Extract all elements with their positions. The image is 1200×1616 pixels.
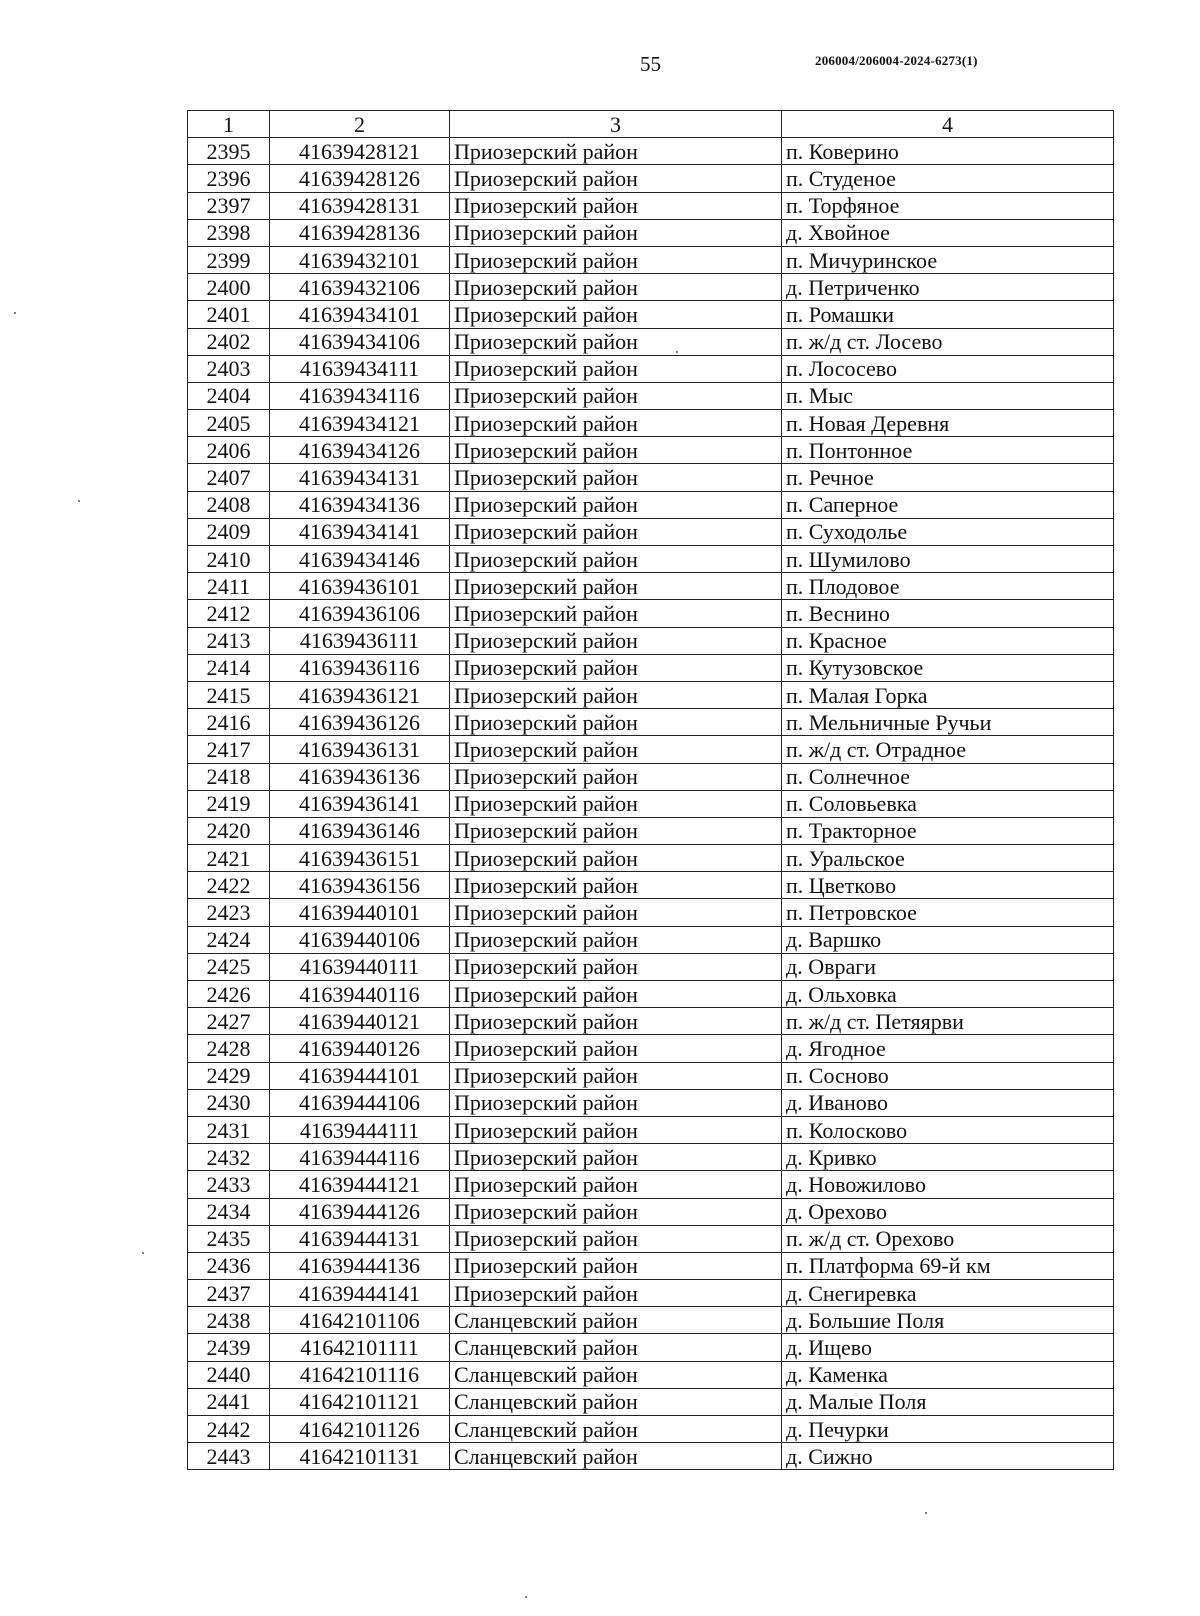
district-cell: Приозерский район [450,926,782,953]
row-number-cell: 2413 [188,627,270,654]
okato-code-cell: 41639440106 [270,926,450,953]
okato-code-cell: 41639428136 [270,219,450,246]
settlement-cell: п. Ромашки [782,301,1114,328]
row-number-cell: 2404 [188,382,270,409]
table-row [188,1116,1114,1143]
settlement-cell: п. ж/д ст. Петяярви [782,1008,1114,1035]
row-number-cell: 2420 [188,817,270,844]
settlement-cell: п. Новая Деревня [782,410,1114,437]
row-number-cell: 2409 [188,518,270,545]
table-row [188,1416,1114,1443]
settlement-cell: д. Ольховка [782,981,1114,1008]
district-cell: Сланцевский район [450,1416,782,1443]
district-cell: Приозерский район [450,600,782,627]
settlement-cell: д. Каменка [782,1361,1114,1388]
table-row [188,491,1114,518]
settlement-cell: п. Суходолье [782,518,1114,545]
district-cell: Приозерский район [450,138,782,165]
row-number-cell: 2402 [188,328,270,355]
settlement-cell: п. Мыс [782,382,1114,409]
okato-code-cell: 41639432106 [270,274,450,301]
district-cell: Приозерский район [450,1252,782,1279]
row-number-cell: 2417 [188,736,270,763]
district-cell: Приозерский район [450,1280,782,1307]
table-row [188,464,1114,491]
row-number-cell: 2431 [188,1116,270,1143]
table-row [188,1225,1114,1252]
row-number-cell: 2410 [188,546,270,573]
settlement-cell: п. ж/д ст. Лосево [782,328,1114,355]
district-cell: Приозерский район [450,382,782,409]
settlement-cell: п. Красное [782,627,1114,654]
district-cell: Приозерский район [450,1062,782,1089]
okato-code-cell: 41639428126 [270,165,450,192]
table-row [188,926,1114,953]
district-cell: Приозерский район [450,845,782,872]
table-row [188,1252,1114,1279]
table-row [188,1388,1114,1415]
okato-code-cell: 41639436101 [270,573,450,600]
settlement-cell: п. Веснино [782,600,1114,627]
row-number-cell: 2440 [188,1361,270,1388]
okato-code-cell: 41639440101 [270,899,450,926]
okato-code-cell: 41639444121 [270,1171,450,1198]
row-number-cell: 2411 [188,573,270,600]
table-row [188,355,1114,382]
okato-code-cell: 41639436146 [270,817,450,844]
settlement-cell: д. Ищево [782,1334,1114,1361]
okato-code-cell: 41639436106 [270,600,450,627]
scan-speck [676,351,678,353]
table-row [188,328,1114,355]
row-number-cell: 2401 [188,301,270,328]
district-cell: Приозерский район [450,981,782,1008]
settlements-table [187,110,1114,1470]
district-cell: Сланцевский район [450,1443,782,1470]
district-cell: Сланцевский район [450,1361,782,1388]
table-header [188,111,1114,138]
row-number-cell: 2443 [188,1443,270,1470]
settlement-cell: п. Тракторное [782,817,1114,844]
row-number-cell: 2423 [188,899,270,926]
table-row [188,437,1114,464]
district-cell: Приозерский район [450,899,782,926]
row-number-cell: 2405 [188,410,270,437]
okato-code-cell: 41639434126 [270,437,450,464]
column-header: 4 [782,111,1114,138]
row-number-cell: 2399 [188,246,270,273]
table-row [188,899,1114,926]
district-cell: Приозерский район [450,709,782,736]
district-cell: Приозерский район [450,192,782,219]
district-cell: Приозерский район [450,491,782,518]
row-number-cell: 2421 [188,845,270,872]
settlement-cell: п. ж/д ст. Орехово [782,1225,1114,1252]
column-header: 1 [188,111,270,138]
settlement-cell: д. Малые Поля [782,1388,1114,1415]
okato-code-cell: 41639434121 [270,410,450,437]
okato-code-cell: 41639428121 [270,138,450,165]
okato-code-cell: 41639436156 [270,872,450,899]
settlement-cell: п. Колосково [782,1116,1114,1143]
district-cell: Приозерский район [450,165,782,192]
settlement-cell: п. Уральское [782,845,1114,872]
table-row [188,790,1114,817]
row-number-cell: 2400 [188,274,270,301]
row-number-cell: 2439 [188,1334,270,1361]
district-cell: Приозерский район [450,246,782,273]
okato-code-cell: 41642101121 [270,1388,450,1415]
okato-code-cell: 41639440126 [270,1035,450,1062]
okato-code-cell: 41639436136 [270,763,450,790]
table-row [188,410,1114,437]
row-number-cell: 2434 [188,1198,270,1225]
table-row [188,1171,1114,1198]
settlement-cell: д. Большие Поля [782,1307,1114,1334]
okato-code-cell: 41639436111 [270,627,450,654]
table-row [188,1089,1114,1116]
row-number-cell: 2436 [188,1252,270,1279]
district-cell: Приозерский район [450,1198,782,1225]
okato-code-cell: 41639444141 [270,1280,450,1307]
okato-code-cell: 41639434141 [270,518,450,545]
settlement-cell: д. Иваново [782,1089,1114,1116]
table-row [188,817,1114,844]
column-header: 2 [270,111,450,138]
district-cell: Приозерский район [450,681,782,708]
settlement-cell: п. Шумилово [782,546,1114,573]
row-number-cell: 2414 [188,654,270,681]
settlement-cell: д. Ягодное [782,1035,1114,1062]
row-number-cell: 2395 [188,138,270,165]
district-cell: Приозерский район [450,1225,782,1252]
table-row [188,165,1114,192]
scan-speck [525,1596,527,1598]
settlement-cell: д. Петриченко [782,274,1114,301]
okato-code-cell: 41639444116 [270,1144,450,1171]
district-cell: Приозерский район [450,627,782,654]
table-row [188,981,1114,1008]
table-row [188,1334,1114,1361]
row-number-cell: 2430 [188,1089,270,1116]
table-row [188,382,1114,409]
okato-code-cell: 41639436116 [270,654,450,681]
settlement-cell: п. Студеное [782,165,1114,192]
settlement-cell: п. Цветково [782,872,1114,899]
settlement-cell: п. Саперное [782,491,1114,518]
table-body [188,138,1114,1470]
row-number-cell: 2426 [188,981,270,1008]
table-row [188,518,1114,545]
okato-code-cell: 41639436121 [270,681,450,708]
okato-code-cell: 41639436141 [270,790,450,817]
okato-code-cell: 41639436126 [270,709,450,736]
table-row [188,1198,1114,1225]
okato-code-cell: 41639444101 [270,1062,450,1089]
row-number-cell: 2432 [188,1144,270,1171]
row-number-cell: 2398 [188,219,270,246]
row-number-cell: 2418 [188,763,270,790]
settlement-cell: п. Солнечное [782,763,1114,790]
district-cell: Приозерский район [450,518,782,545]
row-number-cell: 2425 [188,953,270,980]
district-cell: Приозерский район [450,790,782,817]
okato-code-cell: 41639440116 [270,981,450,1008]
district-cell: Приозерский район [450,464,782,491]
okato-code-cell: 41639440121 [270,1008,450,1035]
row-number-cell: 2412 [188,600,270,627]
row-number-cell: 2441 [188,1388,270,1415]
settlement-cell: п. Кутузовское [782,654,1114,681]
row-number-cell: 2419 [188,790,270,817]
settlement-cell: д. Орехово [782,1198,1114,1225]
row-number-cell: 2406 [188,437,270,464]
table-row [188,1144,1114,1171]
okato-code-cell: 41642101111 [270,1334,450,1361]
row-number-cell: 2428 [188,1035,270,1062]
okato-code-cell: 41639434101 [270,301,450,328]
district-cell: Сланцевский район [450,1334,782,1361]
district-cell: Приозерский район [450,1035,782,1062]
district-cell: Приозерский район [450,1008,782,1035]
settlement-cell: п. Торфяное [782,192,1114,219]
row-number-cell: 2429 [188,1062,270,1089]
scan-speck [925,1512,927,1514]
okato-code-cell: 41639432101 [270,246,450,273]
district-cell: Приозерский район [450,953,782,980]
district-cell: Приозерский район [450,328,782,355]
table-row [188,627,1114,654]
district-cell: Приозерский район [450,301,782,328]
settlement-cell: п. Петровское [782,899,1114,926]
settlement-cell: п. Мичуринское [782,246,1114,273]
header-row [188,111,1114,138]
row-number-cell: 2424 [188,926,270,953]
row-number-cell: 2415 [188,681,270,708]
okato-code-cell: 41642101126 [270,1416,450,1443]
table-row [188,681,1114,708]
district-cell: Приозерский район [450,410,782,437]
settlement-cell: п. Коверино [782,138,1114,165]
table-row [188,1280,1114,1307]
district-cell: Приозерский район [450,1116,782,1143]
table-row [188,1443,1114,1470]
district-cell: Приозерский район [450,274,782,301]
row-number-cell: 2396 [188,165,270,192]
row-number-cell: 2437 [188,1280,270,1307]
okato-code-cell: 41642101106 [270,1307,450,1334]
district-cell: Приозерский район [450,817,782,844]
okato-code-cell: 41639434116 [270,382,450,409]
okato-code-cell: 41639434136 [270,491,450,518]
table-row [188,1307,1114,1334]
okato-code-cell: 41639444106 [270,1089,450,1116]
settlement-cell: д. Новожилово [782,1171,1114,1198]
settlement-cell: д. Варшко [782,926,1114,953]
district-cell: Приозерский район [450,219,782,246]
table-row [188,600,1114,627]
table-row [188,1361,1114,1388]
row-number-cell: 2416 [188,709,270,736]
settlement-cell: д. Кривко [782,1144,1114,1171]
table-row [188,763,1114,790]
okato-code-cell: 41639440111 [270,953,450,980]
table-row [188,546,1114,573]
okato-code-cell: 41639444131 [270,1225,450,1252]
column-header: 3 [450,111,782,138]
table-row [188,246,1114,273]
table-row [188,274,1114,301]
district-cell: Приозерский район [450,736,782,763]
settlement-cell: д. Сижно [782,1443,1114,1470]
row-number-cell: 2438 [188,1307,270,1334]
scan-speck [142,1252,144,1254]
district-cell: Сланцевский район [450,1388,782,1415]
settlement-cell: д. Снегиревка [782,1280,1114,1307]
district-cell: Приозерский район [450,1144,782,1171]
okato-code-cell: 41639428131 [270,192,450,219]
document-id: 206004/206004-2024-6273(1) [815,53,978,68]
okato-code-cell: 41639434146 [270,546,450,573]
okato-code-cell: 41639444111 [270,1116,450,1143]
district-cell: Приозерский район [450,1089,782,1116]
settlement-cell: п. Платформа 69-й км [782,1252,1114,1279]
settlement-cell: п. Мельничные Ручьи [782,709,1114,736]
okato-code-cell: 41642101131 [270,1443,450,1470]
table-row [188,736,1114,763]
settlement-cell: д. Печурки [782,1416,1114,1443]
row-number-cell: 2403 [188,355,270,382]
okato-code-cell: 41639444136 [270,1252,450,1279]
district-cell: Сланцевский район [450,1307,782,1334]
table-row [188,709,1114,736]
district-cell: Приозерский район [450,573,782,600]
table-row [188,872,1114,899]
settlement-cell: п. Сосново [782,1062,1114,1089]
okato-code-cell: 41639434111 [270,355,450,382]
row-number-cell: 2397 [188,192,270,219]
district-cell: Приозерский район [450,355,782,382]
table-row [188,219,1114,246]
row-number-cell: 2407 [188,464,270,491]
row-number-cell: 2433 [188,1171,270,1198]
settlement-cell: п. ж/д ст. Отрадное [782,736,1114,763]
settlement-cell: д. Овраги [782,953,1114,980]
table-row [188,1062,1114,1089]
district-cell: Приозерский район [450,872,782,899]
okato-code-cell: 41639436151 [270,845,450,872]
settlement-cell: п. Соловьевка [782,790,1114,817]
table-row [188,1035,1114,1062]
district-cell: Приозерский район [450,654,782,681]
row-number-cell: 2435 [188,1225,270,1252]
scan-speck [14,312,16,314]
okato-code-cell: 41639436131 [270,736,450,763]
table-row [188,301,1114,328]
table-row [188,192,1114,219]
okato-code-cell: 41639434106 [270,328,450,355]
district-cell: Приозерский район [450,1171,782,1198]
district-cell: Приозерский район [450,546,782,573]
table-row [188,845,1114,872]
table-row [188,953,1114,980]
row-number-cell: 2422 [188,872,270,899]
okato-code-cell: 41639444126 [270,1198,450,1225]
scan-speck [78,500,80,502]
page-number: 55 [640,52,661,76]
settlement-cell: п. Плодовое [782,573,1114,600]
table-row [188,138,1114,165]
district-cell: Приозерский район [450,763,782,790]
settlement-cell: п. Лососево [782,355,1114,382]
settlement-cell: п. Речное [782,464,1114,491]
row-number-cell: 2442 [188,1416,270,1443]
settlement-cell: д. Хвойное [782,219,1114,246]
settlement-cell: п. Малая Горка [782,681,1114,708]
settlement-cell: п. Понтонное [782,437,1114,464]
okato-code-cell: 41642101116 [270,1361,450,1388]
table-row [188,573,1114,600]
okato-code-cell: 41639434131 [270,464,450,491]
table-row [188,1008,1114,1035]
table-row [188,654,1114,681]
row-number-cell: 2427 [188,1008,270,1035]
district-cell: Приозерский район [450,437,782,464]
row-number-cell: 2408 [188,491,270,518]
